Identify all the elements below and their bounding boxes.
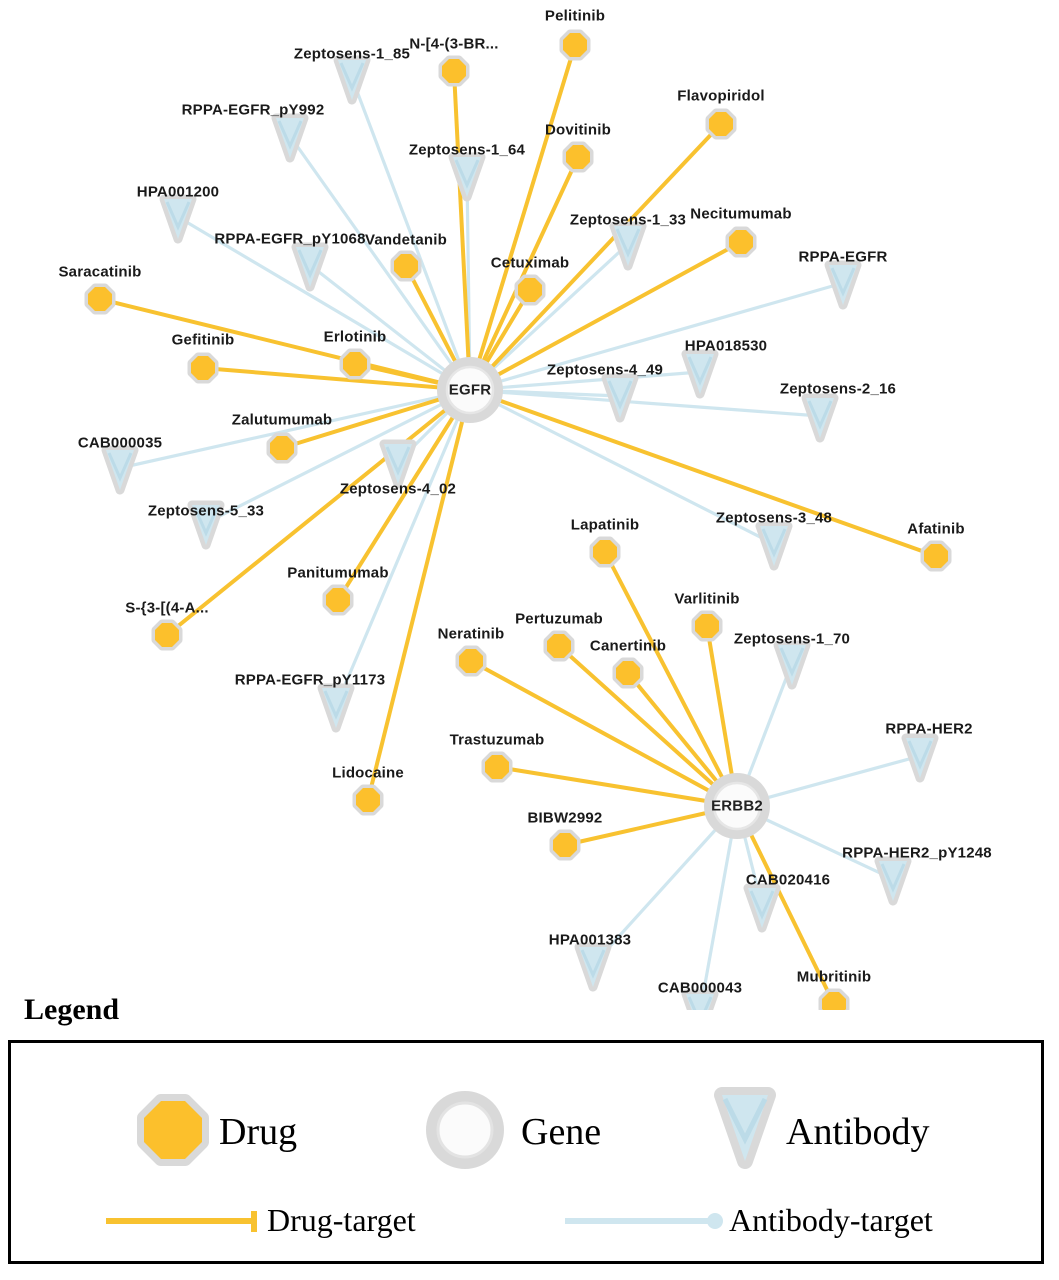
drug-node-label: BIBW2992 bbox=[527, 809, 603, 827]
antibody-node-label: RPPA-EGFR_pY1173 bbox=[234, 671, 386, 689]
drug-node-label: Pertuzumab bbox=[515, 610, 603, 628]
legend-antibody-icon bbox=[722, 1095, 768, 1161]
antibody-node-label: Zeptosens-1_33 bbox=[569, 211, 687, 229]
drug-node[interactable] bbox=[709, 112, 733, 136]
antibody-node-label: RPPA-EGFR bbox=[798, 248, 888, 266]
drug-node[interactable] bbox=[518, 278, 542, 302]
drug-node-label: Erlotinib bbox=[323, 328, 387, 346]
drug-node[interactable] bbox=[547, 634, 571, 658]
antibody-node-label: CAB020416 bbox=[745, 871, 831, 889]
drug-node-label: Zalutumumab bbox=[231, 411, 333, 429]
antibody-target-edge bbox=[470, 390, 820, 416]
drug-node-label: Cetuximab bbox=[490, 254, 570, 272]
drug-node-label: S-{3-[(4-A... bbox=[125, 599, 209, 617]
gene-node-label: EGFR bbox=[448, 381, 492, 399]
drug-node-label: Trastuzumab bbox=[449, 731, 545, 749]
drug-node[interactable] bbox=[616, 661, 640, 685]
drug-node-label: Neratinib bbox=[437, 625, 505, 643]
legend-drug-label: Drug bbox=[219, 1111, 298, 1153]
drug-node-label: Varlitinib bbox=[674, 590, 740, 608]
antibody-node-label: Zeptosens-1_70 bbox=[733, 630, 851, 648]
antibody-node-label: Zeptosens-3_48 bbox=[715, 509, 833, 527]
legend-box bbox=[8, 1040, 1044, 1264]
legend-drug-target-edge bbox=[106, 1211, 254, 1232]
antibody-node-label: CAB000035 bbox=[77, 434, 163, 452]
antibody-node-label: HPA001383 bbox=[548, 931, 632, 949]
drug-node-label: N-[4-(3-BR... bbox=[409, 35, 499, 53]
antibody-node-label: Zeptosens-1_85 bbox=[293, 45, 411, 63]
drug-node[interactable] bbox=[326, 588, 350, 612]
drug-node[interactable] bbox=[566, 145, 590, 169]
drug-target-edge bbox=[470, 157, 578, 390]
drug-node-label: Lidocaine bbox=[332, 764, 404, 782]
legend-antibody-target-edge bbox=[565, 1213, 723, 1229]
antibody-node-label: Zeptosens-4_49 bbox=[546, 361, 664, 379]
antibody-node-label: Zeptosens-5_33 bbox=[147, 502, 265, 520]
drug-node[interactable] bbox=[191, 356, 215, 380]
antibody-node-label: Zeptosens-2_16 bbox=[779, 380, 897, 398]
drug-node[interactable] bbox=[343, 352, 367, 376]
drug-node[interactable] bbox=[563, 33, 587, 57]
drug-node[interactable] bbox=[270, 436, 294, 460]
drug-node[interactable] bbox=[695, 614, 719, 638]
drug-node-label: Necitumumab bbox=[690, 205, 792, 223]
drug-node[interactable] bbox=[924, 544, 948, 568]
legend-gene-label: Gene bbox=[521, 1111, 602, 1153]
drug-target-edge bbox=[470, 390, 936, 556]
antibody-node-label: HPA018530 bbox=[684, 337, 768, 355]
legend-title: Legend bbox=[24, 993, 120, 1026]
drug-node-label: Lapatinib bbox=[570, 516, 640, 534]
legend-antibody-label: Antibody bbox=[786, 1111, 930, 1153]
drug-node-label: Gefitinib bbox=[171, 331, 235, 349]
edge-layer bbox=[100, 45, 936, 1010]
antibody-node-label: HPA001200 bbox=[136, 183, 220, 201]
drug-node[interactable] bbox=[553, 833, 577, 857]
drug-target-edge bbox=[470, 45, 575, 390]
drug-node[interactable] bbox=[356, 788, 380, 812]
drug-node-label: Canertinib bbox=[589, 637, 667, 655]
drug-node[interactable] bbox=[485, 755, 509, 779]
drug-node[interactable] bbox=[155, 623, 179, 647]
antibody-node-label: Zeptosens-4_02 bbox=[339, 480, 457, 498]
drug-node[interactable] bbox=[88, 287, 112, 311]
legend-drug-icon bbox=[144, 1101, 202, 1159]
drug-node-label: Saracatinib bbox=[58, 263, 142, 281]
drug-node[interactable] bbox=[442, 59, 466, 83]
drug-node[interactable] bbox=[459, 649, 483, 673]
antibody-node-label: CAB000043 bbox=[657, 979, 743, 997]
gene-node-label: ERBB2 bbox=[711, 797, 763, 815]
drug-node-label: Pelitinib bbox=[544, 7, 606, 25]
drug-node-label: Vandetanib bbox=[364, 231, 448, 249]
legend-gene-icon bbox=[432, 1097, 498, 1163]
antibody-node-label: RPPA-HER2 bbox=[885, 720, 973, 738]
legend-antibody-target-label: Antibody-target bbox=[729, 1202, 933, 1238]
antibody-node-label: Zeptosens-1_64 bbox=[408, 141, 526, 159]
drug-node-label: Dovitinib bbox=[545, 121, 611, 139]
legend-drug-target-label: Drug-target bbox=[267, 1202, 416, 1238]
drug-node-label: Flavopiridol bbox=[677, 87, 765, 105]
drug-node-label: Afatinib bbox=[907, 520, 965, 538]
antibody-node-label: RPPA-EGFR_pY1068 bbox=[214, 230, 366, 248]
drug-node-label: Panitumumab bbox=[287, 564, 389, 582]
drug-node[interactable] bbox=[729, 230, 753, 254]
antibody-node-label: RPPA-EGFR_pY992 bbox=[181, 101, 325, 119]
antibody-node-label: RPPA-HER2_pY1248 bbox=[842, 844, 992, 862]
drug-node[interactable] bbox=[593, 540, 617, 564]
drug-node-label: Mubritinib bbox=[796, 968, 872, 986]
drug-node[interactable] bbox=[394, 254, 418, 278]
